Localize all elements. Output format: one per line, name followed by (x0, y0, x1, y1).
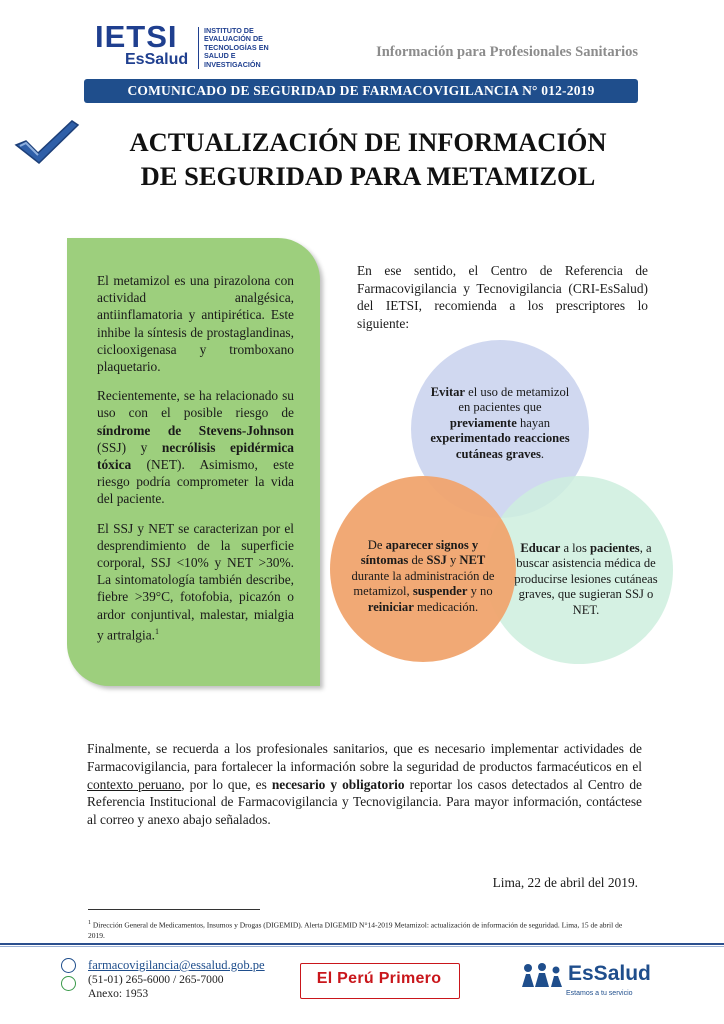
contact-email-link[interactable]: farmacovigilancia@essalud.gob.pe (88, 958, 265, 972)
page-title (88, 125, 648, 193)
logo-divider (198, 27, 199, 69)
audience-label: Información para Profesionales Sanitarios (376, 44, 638, 60)
recommendation-avoid-text: Evitar el uso de metamizol en pacientes que previamente hayan experimentado reacciones cutáneas graves. (430, 385, 570, 461)
footnote-divider (88, 909, 260, 910)
email-icon (61, 958, 76, 973)
title-line-1: ACTUALIZACIÓN DE INFORMACIÓN (129, 127, 607, 157)
info-paragraph-1: El metamizol es una pirazolona con actividad analgésica, antiinflamatoria y antipirética. Este inhibe la síntesis de prostaglandinas, ciclooxigenasa y tromboxano plaquetario. (97, 273, 294, 375)
issue-date: Lima, 22 de abril del 2019. (492, 875, 638, 890)
contact-extension: Anexo: 1953 (88, 987, 149, 1000)
footnote: $^1$ Dirección General de Medicamentos, Insumos y Drogas (DIGEMID). Alerta DIGEMID N°14-2019 Metamizol: actualización de información de seguridad. Lima, 15 de abril de 2019. (88, 920, 623, 940)
info-paragraph-3: El SSJ y NET se caracterizan por el desprendimiento de la superficie corporal, SSJ <10% y NET >30%. La sintomatología también describe, fiebre >39°C, fotofobia, picazón o ardor conjuntival, malestar, mialgia y artralgia.$^1$ (97, 520, 294, 643)
essalud-footer-logo (520, 962, 651, 989)
footer-divider-light (0, 946, 724, 947)
recommendation-educate-text: Educar a los pacientes, a buscar asistencia médica de producirse lesiones cutáneas graves, que sugieran SSJ o NET. (514, 541, 658, 617)
logo-sub-text: EsSalud (125, 51, 189, 68)
essalud-slogan: Estamos a tu servicio (566, 990, 633, 997)
info-box-text (97, 272, 294, 656)
title-line-2: DE SEGURIDAD PARA METAMIZOL (140, 161, 596, 191)
peru-primero-text: El Perú Primero (316, 970, 442, 987)
family-icon (520, 963, 564, 989)
recommendation-suspend-text: De aparecer signos y síntomas de SSJ y NET durante la administración de metamizol, suspender y no reiniciar medicación. (351, 538, 495, 614)
footer-divider (0, 943, 724, 945)
footnote-ref: 1 (155, 626, 159, 636)
communique-banner: COMUNICADO DE SEGURIDAD DE FARMACOVIGILANCIA N° 012-2019 (84, 79, 638, 103)
institute-name: INSTITUTO DE EVALUACIÓN DE TECNOLOGÍAS EN SALUD E INVESTIGACIÓN (204, 26, 269, 69)
checkmark-icon (14, 117, 80, 167)
ietsi-logo (95, 19, 189, 68)
logo-main-text: IETSI (95, 19, 178, 54)
phone-icon (61, 976, 76, 991)
contact-phone: (51-01) 265-6000 / 265-7000 (88, 973, 224, 986)
recommendation-intro: En ese sentido, el Centro de Referencia de Farmacovigilancia y Tecnovigilancia (CRI-EsSalud) del IETSI, recomienda a los prescriptores lo siguiente: (357, 263, 648, 331)
closing-paragraph: Finalmente, se recuerda a los profesionales sanitarios, que es necesario implementar actividades de Farmacovigilancia, para fortalecer la información sobre la seguridad de productos farmacéuticos en el contexto peruano, por lo que, es necesario y obligatorio reportar los casos detectados al Centro de Referencia Institucional de Farmacovigilancia y Tecnovigilancia. Para mayor información, contáctese al correo y anexo abajo señalados. (87, 741, 642, 828)
info-paragraph-2: Recientemente, se ha relacionado su uso con el posible riesgo de síndrome de Stevens-Johnson (SSJ) y necrólisis epidérmica tóxica (NET). Asimismo, este riesgo podría comprometer la vida del paciente. (97, 388, 294, 507)
essalud-wordmark: EsSalud (568, 962, 651, 985)
